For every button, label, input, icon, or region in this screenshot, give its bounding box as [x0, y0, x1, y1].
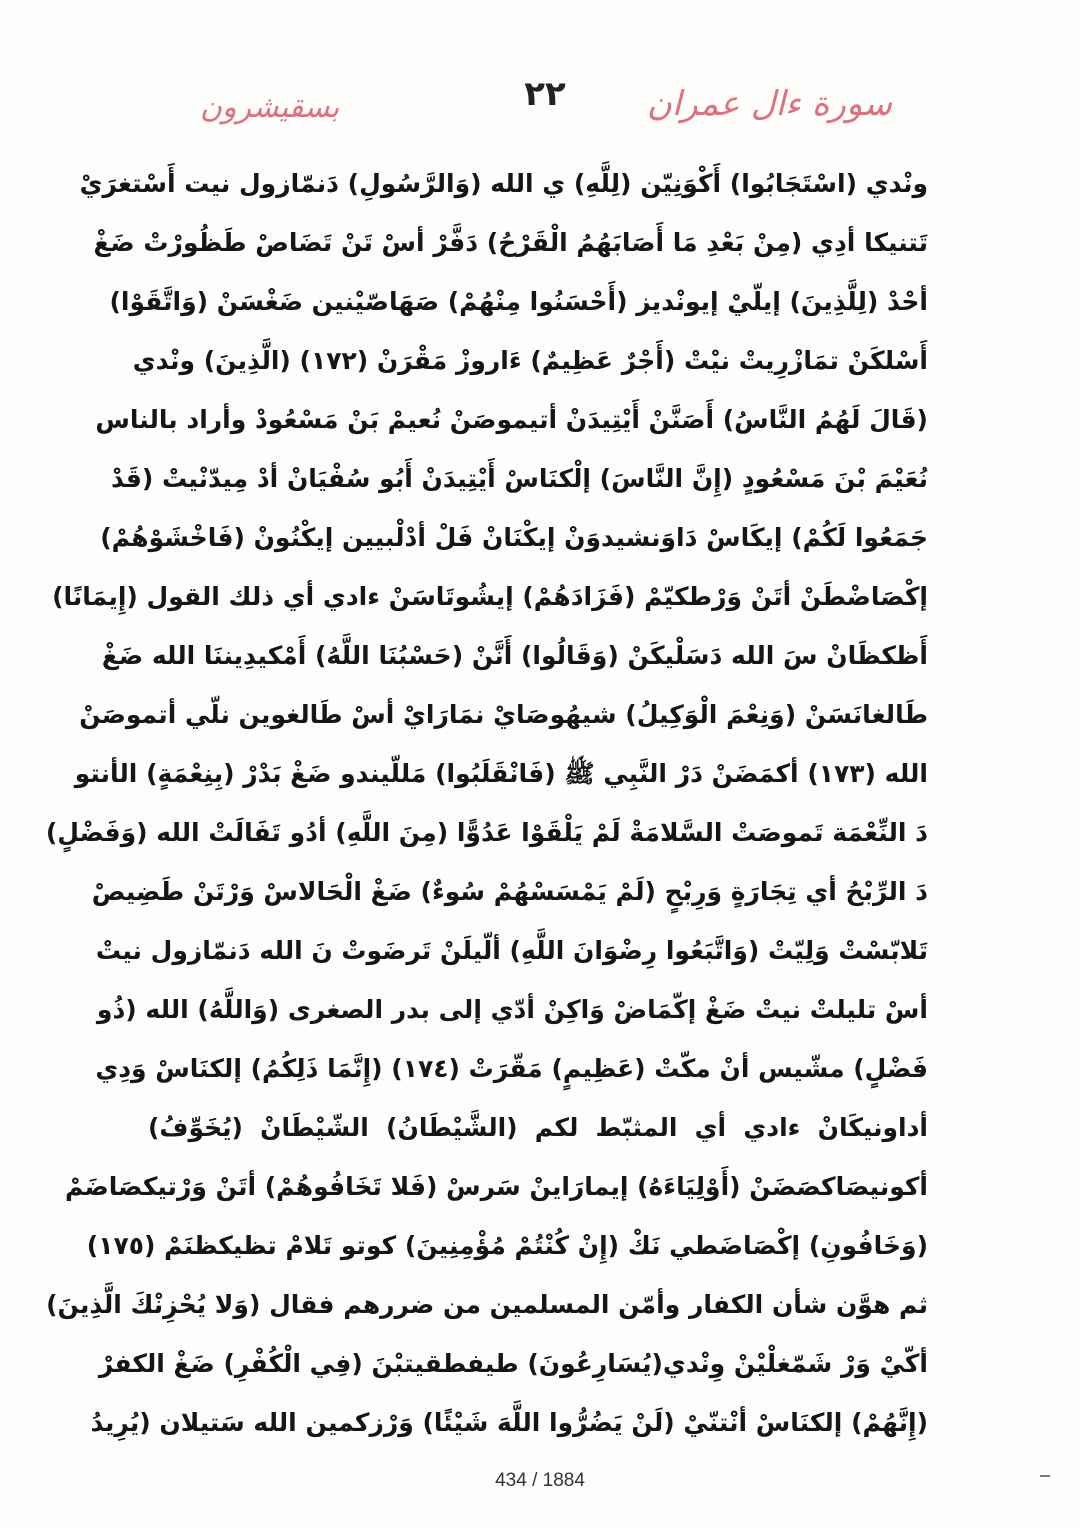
text-line: أَظكظَانْ سَ الله دَسَلْيكَنْ (وَقَالُوا) أَنَّنْ (حَسْبُنَا اللَّهُ) أَمْكيدِيننَا الله ضَغْ: [101, 641, 928, 670]
text-line: طَالغانَسَنْ (وَنِعْمَ الْوَكِيلُ) شيهُوصَايْ نمَارَايْ أسْ طَالغوين نلّي أتموصَنْ: [79, 700, 928, 729]
text-line: أداونيكَانْ ءادي أي المثبّط لكم (الشَّيْطَانُ) الشّيْطَانْ (يُخَوِّفُ): [148, 1113, 928, 1142]
text-line: (وَخَافُونِ) إكْصَاضَطي نَكْ (إِنْ كُنْتُمْ مُؤْمِنِينَ) كوتو تَلامْ تظيكظنَمْ (١٧٥): [86, 1231, 928, 1260]
text-line: دَ النِّعْمَة تَموصَتْ السَّلامَةْ لَمْ يَلْقَوْا عَدُوًّا (مِنَ اللَّهِ) أدُو تَفَالَتْ الله (وَفَضْلٍ): [45, 818, 928, 847]
text-line: أَسْلكَنْ تمَازْرِيتْ نيْتْ (أَجْرٌ عَظِيمٌ) ءَاروزْ مَقْرَنْ (١٧٢) (الَّذِينَ) ونْدي: [132, 346, 928, 375]
text-line: تَتنيكا أدِي (مِنْ بَعْدِ مَا أَصَابَهُمُ الْقَرْحُ) دَفَّرْ أسْ تَنْ تَضَاصْ طَظُورْتْ ضَغْ: [93, 228, 928, 257]
text-line: أسْ تليلتْ نيتْ ضَغْ إكّمَاضْ وَاكِنْ أدّي إلى بدر الصغرى (وَاللَّهُ) الله (ذُو: [96, 995, 928, 1024]
text-line: جَمَعُوا لَكُمْ) إيكَاسْ دَاوَنشيدوَنْ إيكْنَانْ فَلْ أدْلْبيين إيكْنُونْ (فَاخْشَوْهُمْ): [100, 523, 928, 552]
text-body: [45, 154, 928, 1452]
page-header: [0, 70, 1080, 140]
text-line: الله (١٧٣) أكمَضَنْ دَرْ النَّبِي ﷺ (فَانْقَلَبُوا) مَللّيندو ضَغْ بَدْرْ (بِنِعْمَةٍ) الأنتو: [74, 759, 928, 788]
text-line: نُعَيْمَ بْنَ مَسْعُودٍ (إِنَّ النَّاسَ) إلْكنَاسْ أَيْتِيدَنْ أَبُو سُفْيَانْ أدْ مِيدّنْيتْ (قَدْ: [111, 464, 928, 493]
text-line: دَ الرِّبْحُ أي تِجَارَةٍ وَرِبْحٍ (لَمْ يَمْسَسْهُمْ سُوءٌ) ضَغْ الْحَالاسْ وَرْتَنْ طَضِيصْ: [91, 877, 928, 906]
text-line: أكّيْ وَرْ شَمّغلْيْنْ وِنْدي(يُسَارِعُونَ) طيفطقيتبْنَ (فِي الْكُفْرِ) ضَغْ الكفرْ: [98, 1349, 928, 1378]
text-line: ثم هوَّن شأن الكفار وأمّن المسلمين من ضررهم فقال (وَلا يُحْزِنْكَ الَّذِينَ): [46, 1290, 928, 1319]
text-line: (إِنَّهُمْ) إلكنَاسْ أنْتنّيْ (لَنْ يَضُرُّوا اللَّهَ شَيْئًا) وَرْزكمين الله سَتيلان (يُرِيدُ: [90, 1408, 928, 1437]
text-line: أحْدْ (لِلَّذِينَ) إيلّيْ إيونْديز (أَحْسَنُوا مِنْهُمْ) صَهَاصّيْنين ضَغْسَنْ (وَاتَّقَوْا): [109, 287, 928, 316]
handwritten-section-note: بسقيشرون: [200, 90, 340, 125]
text-line: أكونيصَاكصَضَنْ (أَوْلِيَاءَهُ) إيمارَاينْ سَرسْ (فَلا تَخَافُوهُمْ) أتَنْ وَرْتيكصَاضَمْ: [65, 1172, 928, 1201]
handwritten-surah-title: سورة ءال عمران: [646, 84, 892, 124]
text-line: تَلابّسْتْ وَلِيّتْ (وَاتَّبَعُوا رِضْوَانَ اللَّهِ) ألّيلَنْ تَرضَوتْ نَ الله دَنمّازول نيتْ: [95, 936, 928, 965]
text-line: (قَالَ لَهُمُ النَّاسُ) أَصَنَّنْ أَيْتِيدَنْ أتيموصَنْ نُعيمْ بَنْ مَسْعُودْ وأراد بالناس: [95, 405, 928, 434]
text-line: ونْدي (اسْتَجَابُوا) أَكْوَنِيّن (لِلَّهِ) ي الله (وَالرَّسُولِ) دَنمّازول نيت أَسْتغرَيْ: [79, 169, 928, 198]
page-number-top: ٢٢: [524, 74, 566, 114]
margin-mark: [1040, 1475, 1050, 1477]
page-counter: 434 / 1884: [495, 1470, 585, 1491]
text-line: فَضْلٍ) مشّيس أنْ مكّتْ (عَظِيمٍ) مَقّرَتْ (١٧٤) (إِنَّمَا ذَلِكُمُ) إلكنَاسْ وَدِي: [95, 1054, 928, 1083]
text-line: إكْصَاضْطَنْ أتَنْ وَرْطكيّمْ (فَزَادَهُمْ) إيشُوتَاسَنْ ءادي أي ذلك القول (إِيمَانًا): [52, 582, 928, 611]
